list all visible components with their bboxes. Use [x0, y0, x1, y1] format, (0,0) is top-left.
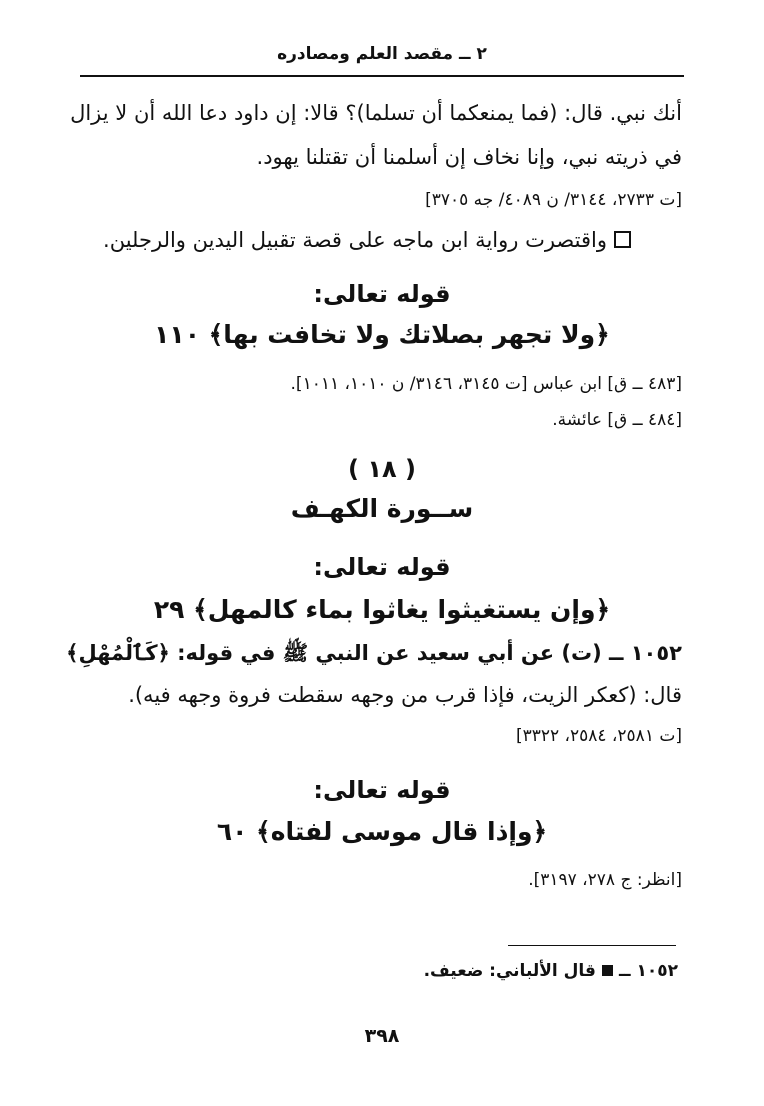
- surah-title: ســورة الكهـف: [290, 494, 474, 523]
- reference-line-5: [انظر: ج ٢٧٨، ٣١٩٧].: [528, 870, 682, 890]
- page-number: ٣٩٨: [364, 1025, 400, 1047]
- note-line: [103, 228, 631, 252]
- filled-square-icon: [602, 965, 613, 976]
- footnote-text: قال الألباني: ضعيف.: [423, 961, 596, 981]
- reference-line-4: [ت ٢٥٨١، ٢٥٨٤، ٣٣٢٢]: [515, 726, 682, 746]
- reference-line-2: [٤٨٣ ــ ق] ابن عباس [ت ٣١٤٥، ٣١٤٦/ ن ١٠١٠، ١٠١١].: [290, 374, 682, 394]
- note-text: واقتصرت رواية ابن ماجه على قصة تقبيل اليدين والرجلين.: [103, 228, 607, 252]
- ayah-heading-2: ﴿وإن يستغيثوا يغاثوا بماء كالمهل﴾ ٢٩: [153, 595, 611, 624]
- footnote-rule: [508, 945, 676, 946]
- hadith-line-2: قال: (كعكر الزيت، فإذا قرب من وجهه سقطت فروة وجهه فيه).: [128, 683, 682, 707]
- ayah-heading-1: ﴿ولا تجهر بصلاتك ولا تخافت بها﴾ ١١٠: [154, 320, 610, 349]
- header-rule: [80, 75, 684, 77]
- ayah-heading-3: ﴿وإذا قال موسى لفتاه﴾ ٦٠: [216, 817, 548, 846]
- running-header-title: ٢ ــ مقصد العلم ومصادره: [277, 44, 487, 64]
- footnote-number: ١٠٥٢ ــ: [618, 961, 678, 981]
- heading-qawl-1: قوله تعالى:: [313, 280, 451, 308]
- paragraph-line-1: أنك نبي. قال: (فما يمنعكما أن تسلما)؟ قالا: إن داود دعا الله أن لا يزال: [70, 101, 682, 125]
- reference-line-3: [٤٨٤ ــ ق] عائشة.: [552, 410, 682, 430]
- heading-qawl-3: قوله تعالى:: [313, 776, 451, 804]
- paragraph-line-2: في ذريته نبي، وإنا نخاف إن أسلمنا أن تقتلنا يهود.: [256, 145, 682, 169]
- footnote: [424, 961, 678, 981]
- reference-line-1: [ت ٢٧٣٣، ٣١٤٤/ ن ٤٠٨٩/ جه ٣٧٠٥]: [425, 190, 682, 210]
- hollow-square-icon: [614, 231, 631, 248]
- hadith-line-1: ١٠٥٢ ــ (ت) عن أبي سعيد عن النبي ﷺ في قوله: ﴿كَٱلْمُهْلِ﴾: [66, 641, 682, 665]
- heading-qawl-2: قوله تعالى:: [313, 553, 451, 581]
- surah-number: ( ١٨ ): [348, 455, 416, 483]
